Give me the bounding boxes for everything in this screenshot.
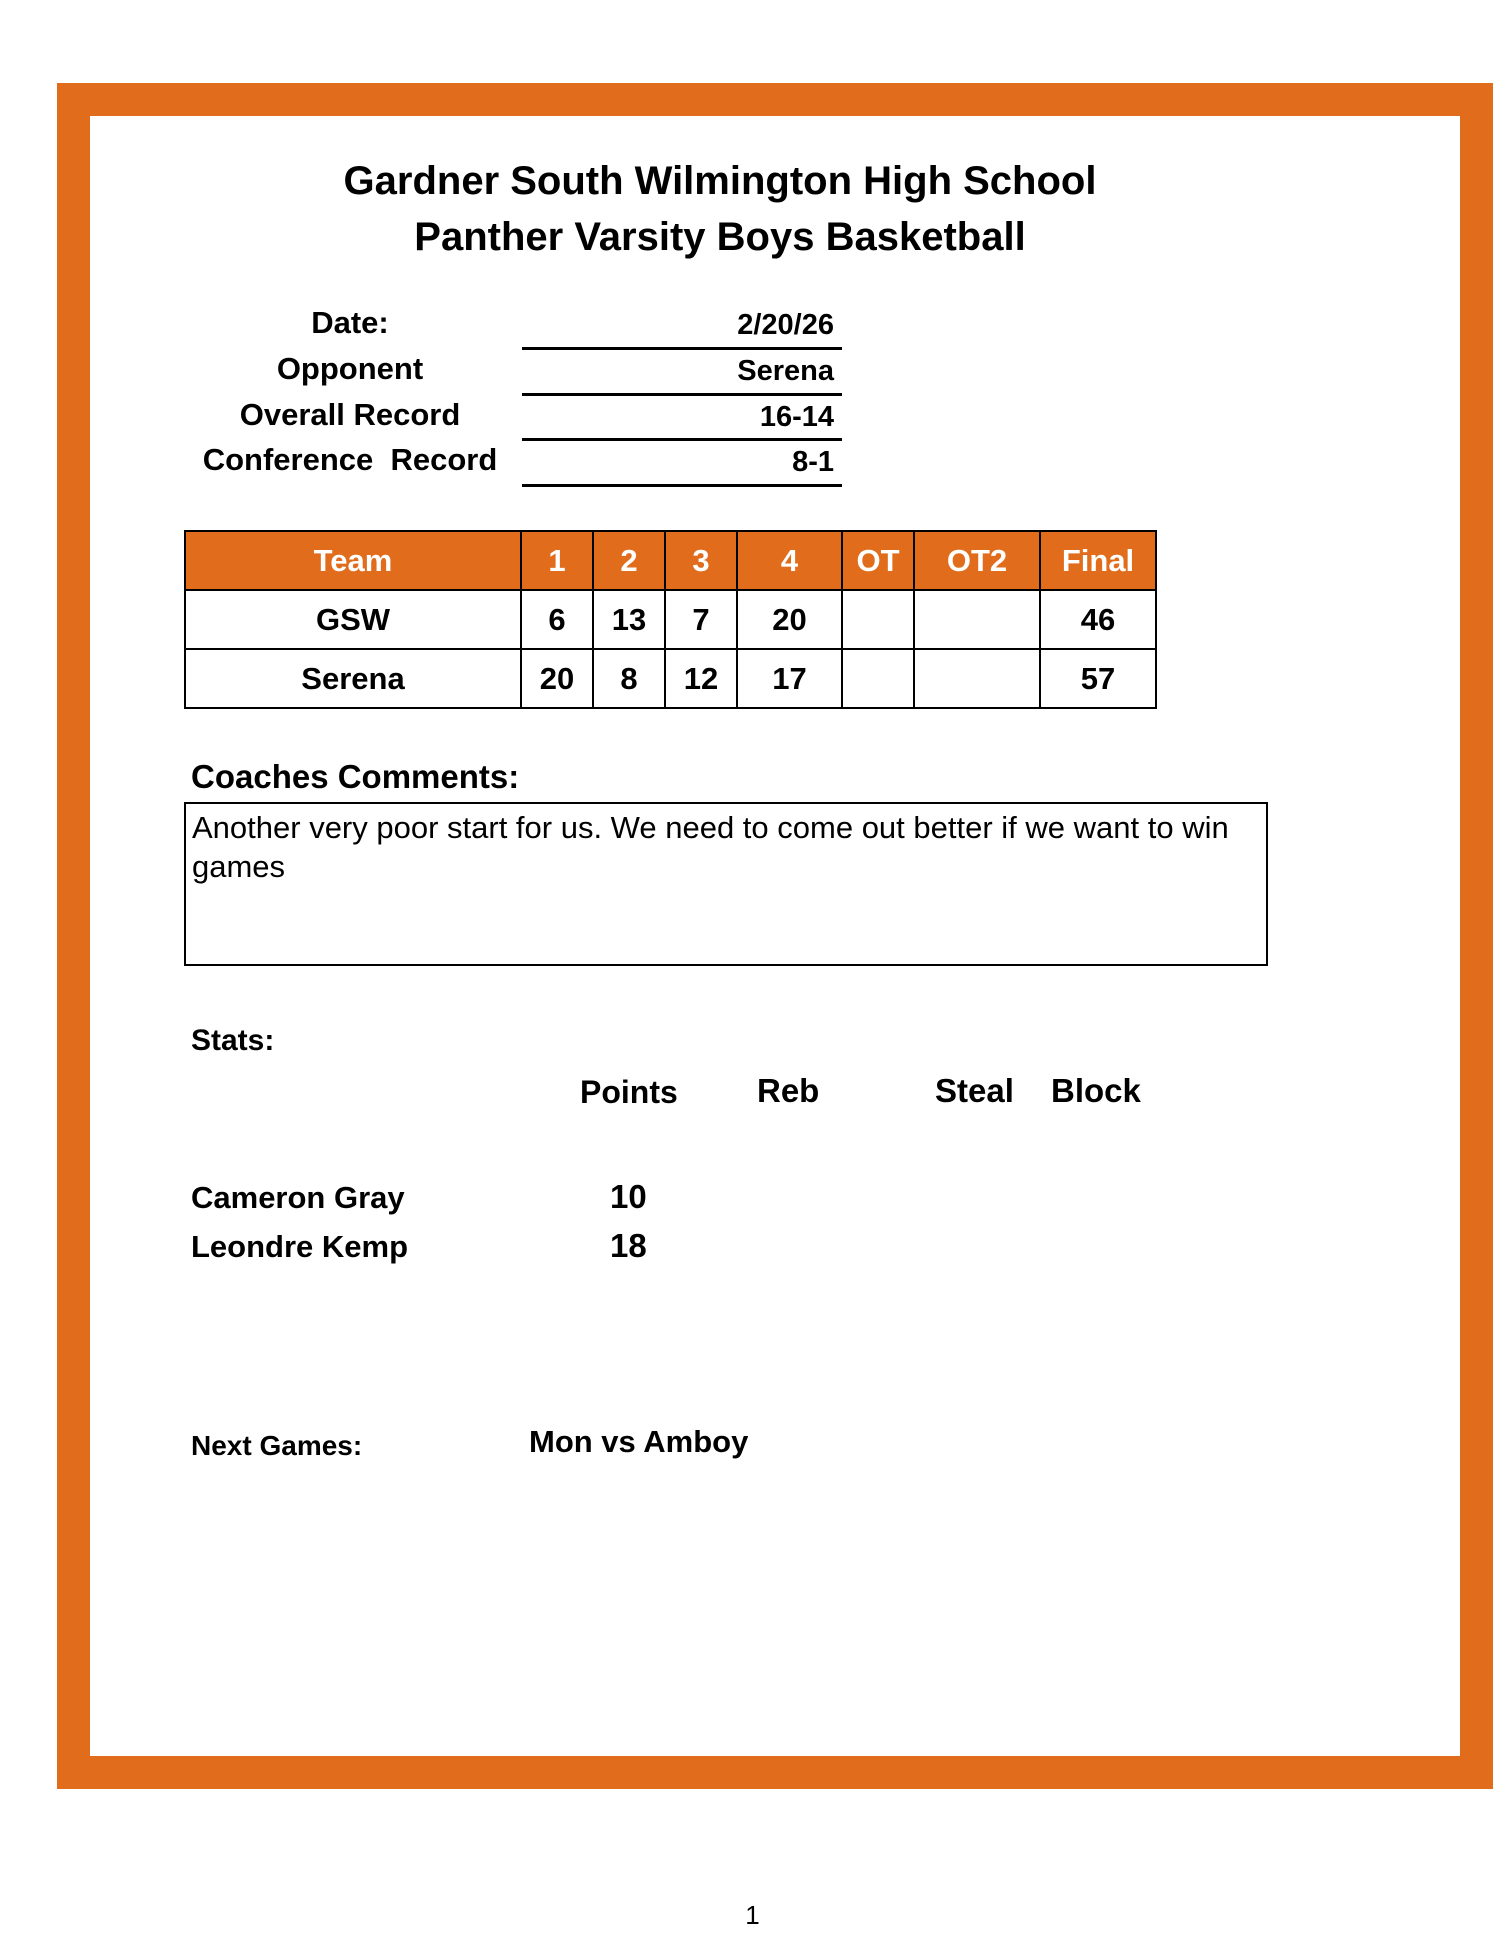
header-ot2: OT2 xyxy=(914,531,1040,590)
score-cell xyxy=(914,649,1040,708)
team-name: GSW xyxy=(185,590,521,649)
overall-record-underline xyxy=(522,438,842,441)
table-row xyxy=(185,649,1156,708)
score-cell: 6 xyxy=(521,590,593,649)
final-score: 46 xyxy=(1040,590,1156,649)
conference-record-underline xyxy=(522,484,842,487)
stats-col-reb: Reb xyxy=(757,1072,820,1109)
header-final: Final xyxy=(1040,531,1156,590)
stats-col-steal: Steal xyxy=(935,1072,1014,1109)
comments-label: Coaches Comments: xyxy=(191,758,520,795)
next-games-value: Mon vs Amboy xyxy=(529,1424,749,1459)
overall-record-value: 16-14 xyxy=(759,401,834,433)
scoreboard-table xyxy=(184,530,1157,709)
team-title: Panther Varsity Boys Basketball xyxy=(414,215,1026,259)
conference-record-label: Conference Record xyxy=(202,442,498,477)
table-row xyxy=(185,590,1156,649)
scoreboard-header-row xyxy=(185,531,1156,590)
date-value: 2/20/26 xyxy=(737,309,834,341)
opponent-value: Serena xyxy=(737,355,834,387)
header-ot: OT xyxy=(842,531,914,590)
comments-box: Another very poor start for us. We need to come out better if we want to win games xyxy=(184,802,1268,966)
score-cell: 12 xyxy=(665,649,737,708)
header-q1: 1 xyxy=(521,531,593,590)
score-cell xyxy=(914,590,1040,649)
school-title: Gardner South Wilmington High School xyxy=(343,159,1097,203)
header-q2: 2 xyxy=(593,531,665,590)
header-q3: 3 xyxy=(665,531,737,590)
score-cell: 8 xyxy=(593,649,665,708)
player-points: 10 xyxy=(610,1178,647,1215)
opponent-label: Opponent xyxy=(276,351,424,386)
stats-label: Stats: xyxy=(191,1024,275,1057)
player-points: 18 xyxy=(610,1227,647,1264)
score-cell xyxy=(842,649,914,708)
score-cell: 20 xyxy=(737,590,842,649)
score-cell: 7 xyxy=(665,590,737,649)
score-cell: 20 xyxy=(521,649,593,708)
team-name: Serena xyxy=(185,649,521,708)
score-cell: 17 xyxy=(737,649,842,708)
score-cell: 13 xyxy=(593,590,665,649)
final-score: 57 xyxy=(1040,649,1156,708)
stats-col-points: Points xyxy=(580,1074,678,1110)
date-label: Date: xyxy=(311,305,389,340)
next-games-label: Next Games: xyxy=(191,1430,363,1461)
player-name: Cameron Gray xyxy=(191,1180,405,1215)
player-name: Leondre Kemp xyxy=(191,1229,409,1264)
page-number: 1 xyxy=(745,1900,760,1930)
date-underline xyxy=(522,347,842,350)
stats-col-block: Block xyxy=(1051,1072,1141,1109)
score-cell xyxy=(842,590,914,649)
overall-record-label: Overall Record xyxy=(239,397,461,432)
opponent-underline xyxy=(522,393,842,396)
conference-record-value: 8-1 xyxy=(792,446,834,478)
header-team: Team xyxy=(185,531,521,590)
header-q4: 4 xyxy=(737,531,842,590)
